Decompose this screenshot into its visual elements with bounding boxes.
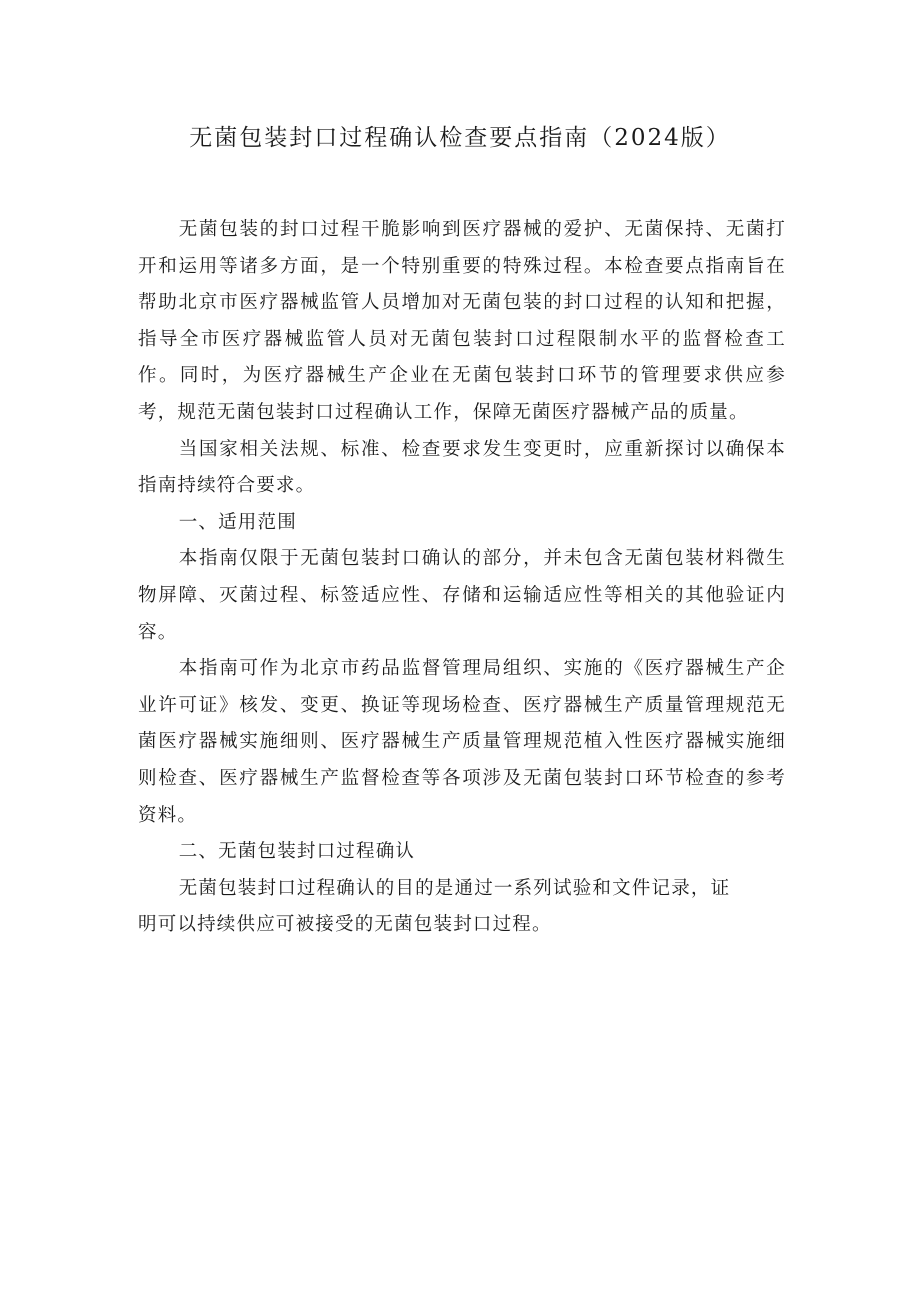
- section-heading-scope: 一、适用范围: [178, 511, 297, 533]
- scope-paragraph-2: 本指南可作为北京市药品监督管理局组织、实施的《医疗器械生产企业许可证》核发、变更、换证等现场检查、医疗器械生产质量管理规范无菌医疗器械实施细则、医疗器械生产质量管理规范植入性医疗器械实施细则检查、医疗器械生产监督检查等各项涉及无菌包装封口环节检查的参考资料。: [138, 658, 786, 826]
- validation-paragraph: 无菌包装封口过程确认的目的是通过一系列试验和文件记录，证明可以持续供应可被接受的无菌包装封口过程。: [138, 877, 731, 936]
- document-title: 无菌包装封口过程确认检查要点指南（2024版）: [189, 125, 731, 151]
- section-heading-validation: 二、无菌包装封口过程确认: [178, 841, 416, 863]
- scope-paragraph-1: 本指南仅限于无菌包装封口确认的部分，并未包含无菌包装材料微生物屏障、灭菌过程、标签适应性、存储和运输适应性等相关的其他验证内容。: [138, 548, 786, 643]
- update-paragraph: 当国家相关法规、标准、检查要求发生变更时，应重新探讨以确保本指南持续符合要求。: [138, 438, 786, 497]
- intro-paragraph: 无菌包装的封口过程干脆影响到医疗器械的爱护、无菌保持、无菌打开和运用等诸多方面，是一个特别重要的特殊过程。本检查要点指南旨在帮助北京市医疗器械监管人员增加对无菌包装的封口过程的认知和把握，指导全市医疗器械监管人员对无菌包装封口过程限制水平的监督检查工作。同时，为医疗器械生产企业在无菌包装封口环节的管理要求供应参考，规范无菌包装封口过程确认工作，保障无菌医疗器械产品的质量。: [138, 219, 786, 423]
- document-body: [138, 212, 786, 944]
